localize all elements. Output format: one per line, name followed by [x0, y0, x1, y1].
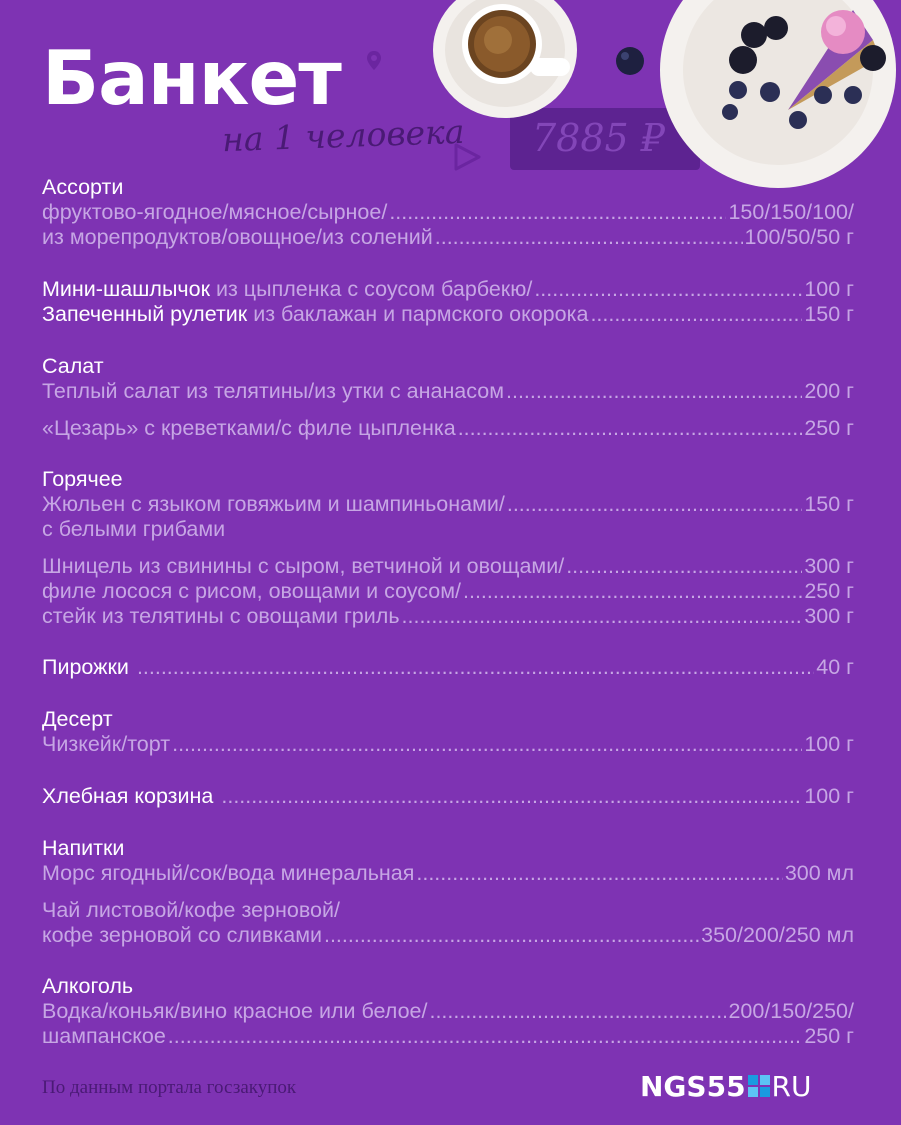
source-note: По данным портала госзакупок: [42, 1077, 297, 1098]
menu-item: «Цезарь» с креветками/с филе цыпленка ..... 250 г: [42, 416, 854, 441]
menu-item: стейк из телятины с овощами гриль ..... 300 г: [42, 604, 854, 629]
menu-item-continuation: с белыми грибами: [42, 517, 226, 541]
logo-square-icon: [748, 1075, 770, 1097]
menu-item: шампанское ..... 250 г: [42, 1024, 854, 1049]
section-salad: [42, 354, 854, 441]
section-hot: [42, 467, 854, 629]
menu-item: Морс ягодный/сок/вода минеральная ..... 300 мл: [42, 861, 854, 886]
logo-domain: RU: [771, 1069, 812, 1103]
menu-item-line: Чай листовой/кофе зерновой/: [42, 898, 340, 922]
menu-item: Жюльен с языком говяжьим и шампиньонами/ ..... 150 г: [42, 492, 854, 517]
menu-item: Шницель из свинины с сыром, ветчиной и овощами/ ..... 300 г: [42, 554, 854, 579]
menu-item: Теплый салат из телятины/из утки с ананасом ..... 200 г: [42, 379, 854, 404]
section-heading: Алкоголь: [42, 974, 134, 998]
logo-text: NGS55: [640, 1069, 746, 1103]
price-value: 7885 ₽: [532, 116, 665, 160]
section-dessert: [42, 707, 854, 757]
menu-item: Хлебная корзина ..... 100 г: [42, 784, 854, 809]
blueberry-icon: [613, 44, 647, 78]
location-pin-icon: [365, 50, 383, 72]
ngs55-logo[interactable]: [640, 1068, 812, 1104]
section-heading: Десерт: [42, 707, 113, 731]
menu-item: из морепродуктов/овощное/из солений ..... 100/50/50 г: [42, 225, 854, 250]
cake-plate-icon: [658, 0, 901, 195]
menu-item: Водка/коньяк/вино красное или белое/ ..... 200/150/250/: [42, 999, 854, 1024]
play-icon: [452, 142, 482, 172]
coffee-cup-icon: [430, 0, 580, 126]
menu-item: Запеченный рулетик из баклажан и пармского окорока ..... 150 г: [42, 302, 854, 327]
section-drinks: [42, 836, 854, 948]
section-bread: [42, 784, 854, 809]
menu-item: Пирожки ..... 40 г: [42, 655, 854, 680]
section-mini: [42, 277, 854, 327]
section-heading: Горячее: [42, 467, 123, 491]
section-heading: Напитки: [42, 836, 125, 860]
section-heading: Ассорти: [42, 175, 124, 199]
menu-item: фруктово-ягодное/мясное/сырное/ ..... 150/150/100/: [42, 200, 854, 225]
section-assorti: [42, 175, 854, 250]
section-alcohol: [42, 974, 854, 1049]
menu-item: Мини-шашлычок из цыпленка с соусом барбекю/ ..... 100 г: [42, 277, 854, 302]
page-title: Банкет: [42, 34, 341, 122]
menu-item: Чизкейк/торт ..... 100 г: [42, 732, 854, 757]
section-heading: Салат: [42, 354, 104, 378]
page-subtitle: на 1 человека: [221, 111, 466, 160]
section-pirozhki: [42, 655, 854, 680]
menu-item: кофе зерновой со сливками ..... 350/200/250 мл: [42, 923, 854, 948]
menu-item: филе лосося с рисом, овощами и соусом/ ..... 250 г: [42, 579, 854, 604]
